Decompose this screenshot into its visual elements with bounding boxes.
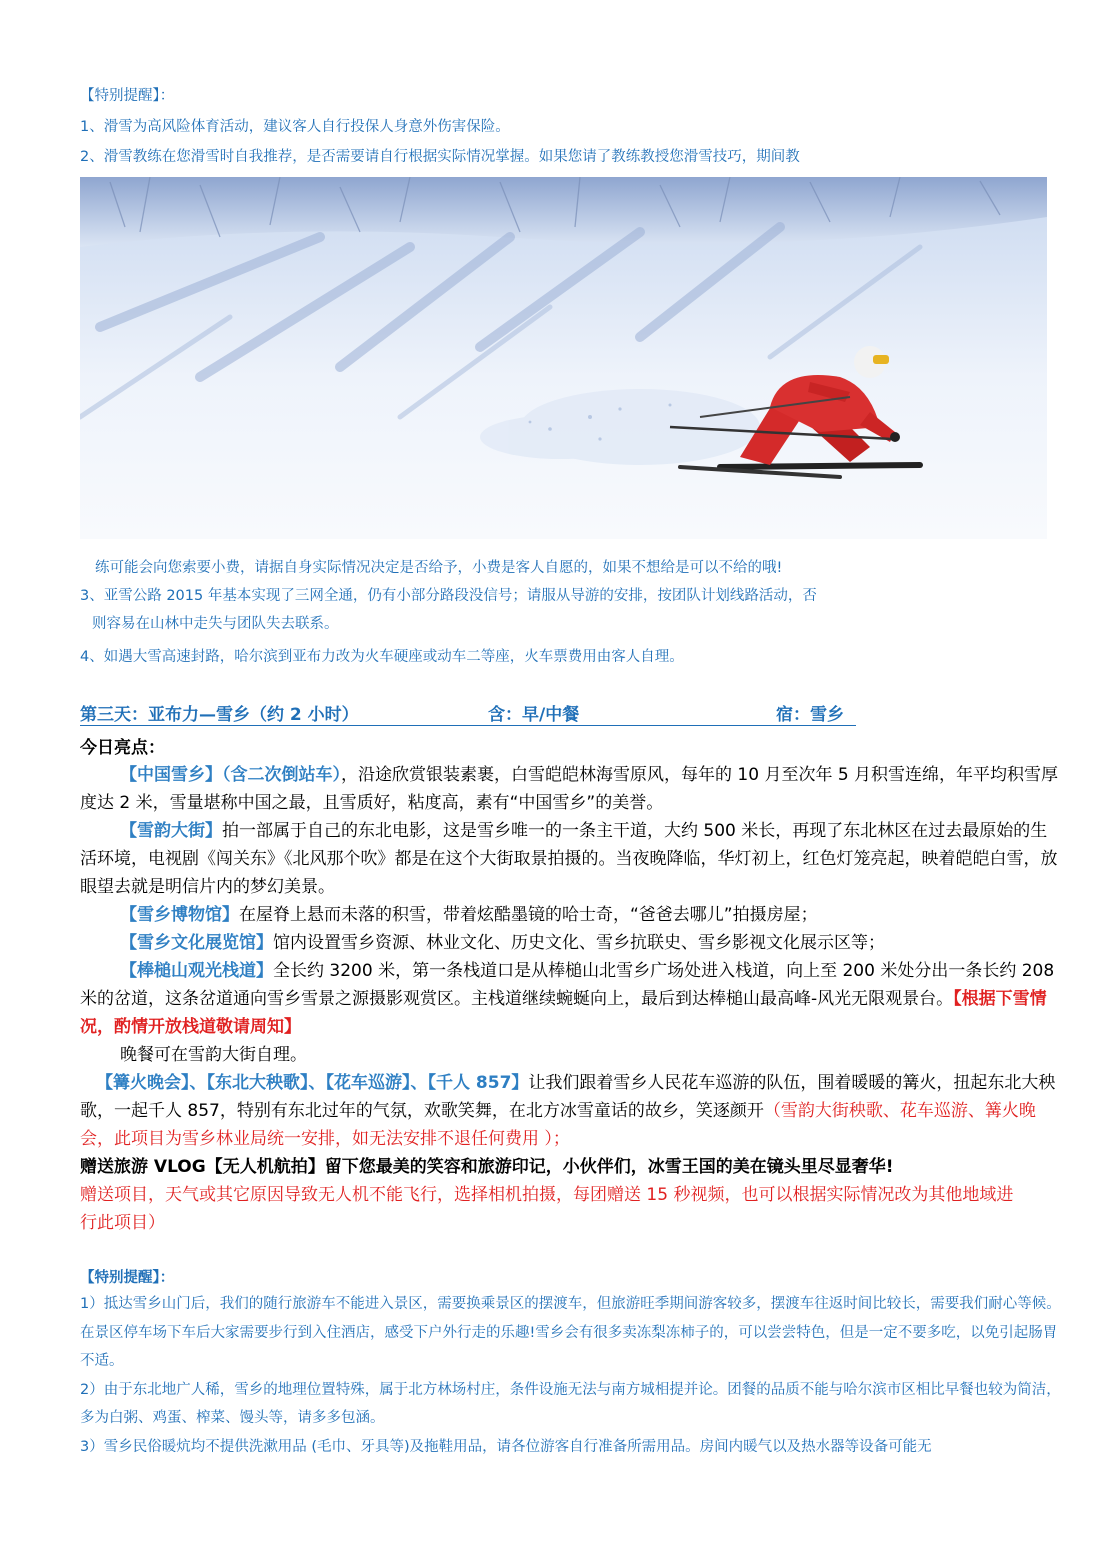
culture-text: 馆内设置雪乡资源、林业文化、历史文化、雪乡抗联史、雪乡影视文化展示区等；: [273, 933, 885, 953]
top-notes-heading: 【特别提醒】：: [80, 88, 175, 104]
top-note-item-2: 2、滑雪教练在您滑雪时自我推荐，是否需要请自行根据实际情况掌握。如果您请了教练教授您滑雪技巧，期间教: [80, 149, 800, 165]
trail-paragraph: [80, 957, 1060, 1041]
highlights-body: [80, 761, 1060, 1237]
trail-note: 【根据下雪情况，酌情开放栈道敬请周知】: [80, 989, 1047, 1037]
street-text: 拍一部属于自己的东北电影，这是雪乡唯一的一条主干道，大约 500 米长，再现了东北林区在过去最原始的生活环境，电视剧《闯关东》《北风那个吹》都是在这个大街取景拍摄的。当夜晚降临，华灯初上，红色灯笼亮起，映着皑皑白雪，放眼望去就是明信片内的梦幻美景。: [80, 821, 1058, 897]
evening-tags: 【篝火晚会】、【东北大秧歌】、【花车巡游】、【千人 857】: [96, 1073, 529, 1093]
museum-tag: 【雪乡博物馆】: [120, 905, 239, 925]
vlog-note: 赠送项目，天气或其它原因导致无人机不能飞行，选择相机拍摄，每团赠送 15 秒视频，也可以根据实际情况改为其他地域进行此项目）: [80, 1185, 1014, 1233]
top-note-item-3-line-2: 则容易在山林中走失与团队失去联系。: [92, 616, 339, 632]
xuexiang-tag: 【中国雪乡】（含二次倒站车）: [120, 765, 341, 785]
top-note-item-2-continuation: 练可能会向您索要小费，请据自身实际情况决定是否给予，小费是客人自愿的，如果不想给是可以不给的哦!: [95, 560, 783, 576]
vlog-title: 赠送旅游 VLOG【无人机航拍】留下您最美的笑容和旅游印记，小伙伴们，冰雪王国的美在镜头里尽显奢华!: [80, 1157, 894, 1177]
bottom-note-item-3: 3）雪乡民俗暖炕均不提供洗漱用品 (毛巾、牙具等)及拖鞋用品，请各位游客自行准备所需用品。房间内暖气以及热水器等设备可能无: [80, 1438, 932, 1455]
bottom-note-item-1: 1）抵达雪乡山门后，我们的随行旅游车不能进入景区，需要换乘景区的摆渡车，但旅游旺季期间游客较多，摆渡车往返时间比较长，需要我们耐心等候。在景区停车场下车后大家需要步行到入住酒店，感受下户外行走的乐趣!雪乡会有很多卖冻梨冻柿子的，可以尝尝特色，但是一定不要多吃，以免引起肠胃不适。: [80, 1296, 1061, 1369]
day3-title: 第三天：亚布力—雪乡（约 2 小时）: [80, 705, 359, 725]
top-note-item-3-line-1: 3、亚雪公路 2015 年基本实现了三网全通，仍有小部分路段没信号；请服从导游的安排，按团队计划线路活动，否: [80, 588, 817, 604]
highlights-label: 今日亮点：: [80, 738, 165, 758]
xuexiang-paragraph: [80, 761, 1060, 817]
top-note-item-4: 4、如遇大雪高速封路，哈尔滨到亚布力改为火车硬座或动车二等座，火车票费用由客人自理。: [80, 649, 684, 665]
bottom-note-item-2: 2）由于东北地广人稀，雪乡的地理位置特殊，属于北方林场村庄，条件设施无法与南方城相提并论。团餐的品质不能与哈尔滨市区相比早餐也较为简洁，多为白粥、鸡蛋、榨菜、馒头等，请多多包涵。: [80, 1381, 1061, 1426]
street-paragraph: [80, 817, 1060, 901]
museum-text: 在屋脊上悬而未落的积雪，带着炫酷墨镜的哈士奇，“爸爸去哪儿”拍摄房屋；: [239, 905, 818, 925]
culture-tag: 【雪乡文化展览馆】: [120, 933, 273, 953]
skier-photo-illustration: [80, 177, 1047, 539]
museum-paragraph: [80, 901, 1060, 929]
bottom-notes: [80, 1290, 1070, 1461]
evening-text: 让我们跟着雪乡人民花车巡游的队伍，围着暖暖的篝火，扭起东北大秧歌，一起千人 857，特别有东北过年的气氛，欢歌笑舞，在北方冰雪童话的故乡，笑逐颜开: [80, 1073, 1056, 1121]
dinner-paragraph: 晚餐可在雪韵大街自理。: [120, 1045, 307, 1065]
top-note-item-1: 1、滑雪为高风险体育活动，建议客人自行投保人身意外伤害保险。: [80, 119, 510, 135]
day3-header: [80, 700, 856, 726]
trail-tag: 【棒槌山观光栈道】: [120, 961, 273, 981]
bottom-notes-heading: 【特别提醒】：: [80, 1270, 175, 1286]
culture-paragraph: [80, 929, 1060, 957]
day3-stay: 宿：雪乡: [776, 705, 844, 725]
day3-meals: 含：早/中餐: [488, 705, 580, 725]
xuexiang-text: ，沿途欣赏银装素裹，白雪皑皑林海雪原风，每年的 10 月至次年 5 月积雪连绵，年平均积雪厚度达 2 米，雪量堪称中国之最，且雪质好，粘度高，素有“中国雪乡”的美誉。: [80, 765, 1059, 813]
trail-text: 全长约 3200 米，第一条栈道口是从棒槌山北雪乡广场处进入栈道，向上至 200 米处分出一条长约 208 米的岔道，这条岔道通向雪乡雪景之源摄影观赏区。主栈道继续蜿蜒向上，最后到达棒槌山最高峰-风光无限观景台。: [80, 961, 1055, 1009]
evening-note: （雪韵大街秧歌、花车巡游、篝火晚会，此项目为雪乡林业局统一安排，如无法安排不退任何费用 ）；: [80, 1101, 1036, 1149]
evening-paragraph: [80, 1069, 1060, 1153]
street-tag: 【雪韵大街】: [120, 821, 222, 841]
skier-photo: [80, 177, 1047, 539]
